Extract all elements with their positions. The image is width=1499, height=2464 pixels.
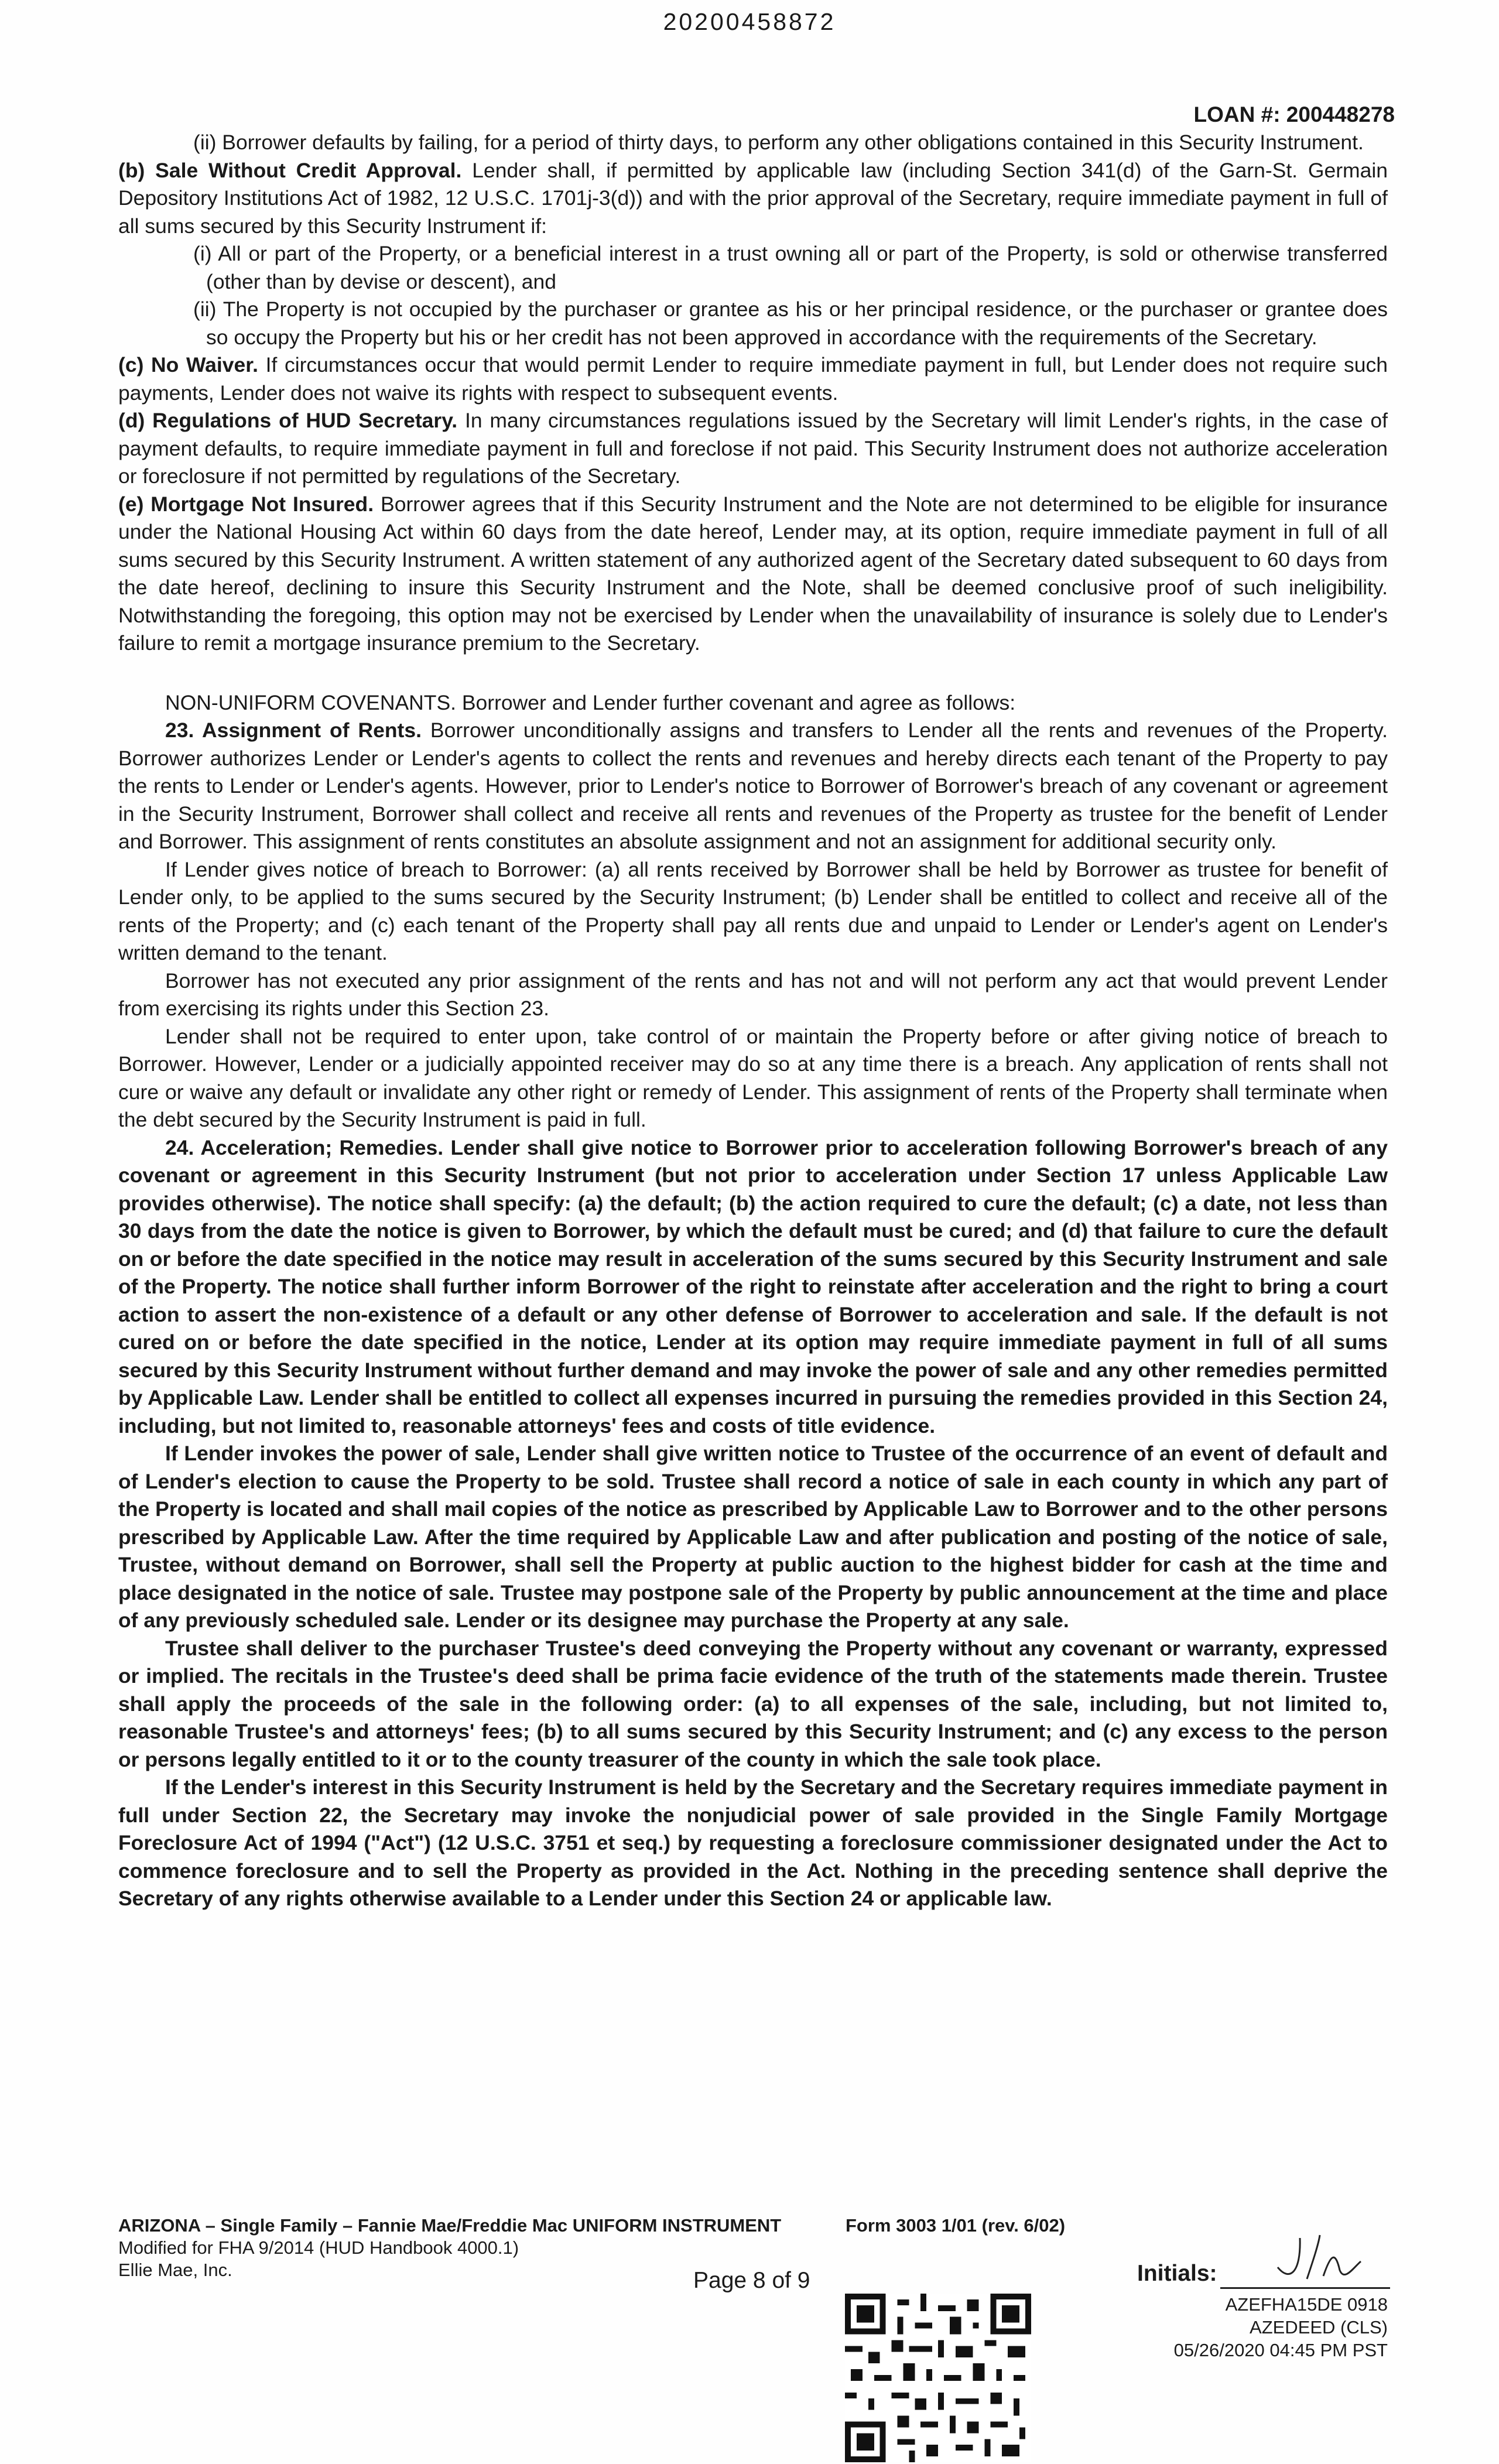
text-23: Borrower unconditionally assigns and transfers to Lender all the rents and revenues of the Property. Borrower authorizes Lender or Lender's agents to collect the rents and revenues and hereby directs each tenant of the Property to pay the rents to Lender or Lender's agents. However, prior to Lender's notice to Borrower of Borrower's breach of any covenant or agreement in the Security Instrument, Borrower shall collect and receive all rents and revenues of the Property as trustee for the benefit of Lender and Borrower. This assignment of rents constitutes an absolute assignment and not an assignment for additional security only. bbox=[118, 718, 1388, 853]
loan-number-header bbox=[1194, 102, 1395, 127]
paragraph-b-ii: (ii) The Property is not occupied by the purchaser or grantee as his or her principal residence, or the purchaser or grantee does so occupy the Property but his or her credit has not been approved in accordance with the requirements of the Secretary. bbox=[193, 297, 1388, 349]
loan-label: LOAN #: bbox=[1193, 102, 1281, 126]
paragraph-24-1: 24. Acceleration; Remedies. Lender shall give notice to Borrower prior to acceleration following Borrower's breach of any covenant or agreement in this Security Instrument (but not prior to acceleration under Section 17 unless Applicable Law provides otherwise). The notice shall specify: (a) the default; (b) the action required to cure the default; (c) a date, not less than 30 days from the date the notice is given to Borrower, by which the default must be cured; and (d) that failure to cure the default on or before the date specified in the notice may result in acceleration of the sums secured by this Security Instrument and sale of the Property. The notice shall further inform Borrower of the right to reinstate after acceleration and the right to bring a court action to assert the non-existence of a default or any other defense of Borrower to acceleration and sale. If the default is not cured on or before the date specified in the notice, Lender at its option may require immediate payment in full of all sums secured by this Security Instrument without further demand and may invoke the power of sale and any other remedies permitted by Applicable Law. Lender shall be entitled to collect all expenses incurred in pursuing the remedies provided in this Section 24, including, but not limited to, reasonable attorneys' fees and costs of title evidence. bbox=[118, 1135, 1388, 1438]
footer-left bbox=[118, 2215, 781, 2281]
page-number: Page 8 of 9 bbox=[693, 2268, 810, 2293]
non-uniform-covenants: NON-UNIFORM COVENANTS. Borrower and Lender further covenant and agree as follows: bbox=[165, 690, 1016, 714]
form-number: Form 3003 1/01 (rev. 6/02) bbox=[846, 2215, 1066, 2236]
document-body bbox=[118, 129, 1388, 1913]
paragraph-23 bbox=[118, 717, 1388, 856]
footer-line2: Modified for FHA 9/2014 (HUD Handbook 4000.1) bbox=[118, 2237, 519, 2258]
footer-line1 bbox=[118, 2215, 781, 2237]
page-footer bbox=[118, 2215, 1388, 2460]
heading-d: (d) Regulations of HUD Secretary. bbox=[118, 409, 458, 432]
paragraph-c bbox=[118, 351, 1388, 407]
heading-e: (e) Mortgage Not Insured. bbox=[118, 492, 374, 516]
text-d: In many circumstances regulations issued by the Secretary will limit Lender's rights, in the case of payment defaults, to require immediate payment in full and foreclose if not paid. This Security Instrument does not authorize acceleration or foreclosure if not permitted by regulations of the Secretary. bbox=[118, 409, 1388, 488]
heading-23: 23. Assignment of Rents. bbox=[165, 718, 422, 742]
paragraph-b bbox=[118, 157, 1388, 241]
code-1: AZEFHA15DE 0918 bbox=[1225, 2294, 1388, 2315]
paragraph-e bbox=[118, 491, 1388, 658]
recording-number: 20200458872 bbox=[663, 8, 836, 35]
footer-line3: Ellie Mae, Inc. bbox=[118, 2260, 232, 2280]
initials-signature bbox=[1266, 2226, 1365, 2291]
code-2: AZEDEED (CLS) bbox=[1250, 2317, 1388, 2338]
paragraph-b-i: (i) All or part of the Property, or a beneficial interest in a trust owning all or part of the Property, is sold or otherwise transferred (other than by devise or descent), and bbox=[193, 242, 1388, 293]
paragraph-23-4: Lender shall not be required to enter upon, take control of or maintain the Property before or after giving notice of breach to Borrower. However, Lender or a judicially appointed receiver may do so at any time there is a breach. Any application of rents shall not cure or waive any default or invalidate any other right or remedy of Lender. This assignment of rents of the Property shall terminate when the debt secured by the Security Instrument is paid in full. bbox=[118, 1024, 1388, 1131]
loan-number: 200448278 bbox=[1286, 102, 1395, 126]
text-e: Borrower agrees that if this Security Instrument and the Note are not determined to be eligible for insurance under the National Housing Act within 60 days from the date hereof, Lender may, at its option, require immediate payment in full of all sums secured by this Security Instrument. A written statement of any authorized agent of the Secretary dated subsequent to 60 days from the date hereof, declining to insure this Security Instrument and the Note, shall be deemed conclusive proof of such ineligibility. Notwithstanding the foregoing, this option may not be exercised by Lender when the unavailability of insurance is solely due to Lender's failure to remit a mortgage insurance premium to the Secretary. bbox=[118, 492, 1388, 655]
paragraph-d bbox=[118, 407, 1388, 491]
heading-c: (c) No Waiver. bbox=[118, 353, 258, 377]
text-b: Lender shall, if permitted by applicable law (including Section 341(d) of the Garn-St. Germain Depository Institutions Act of 1982, 12 U.S.C. 1701j-3(d)) and with the prior approval of the Secretary, require immediate payment in full of all sums secured by this Security Instrument if: bbox=[118, 158, 1388, 238]
heading-b: (b) Sale Without Credit Approval. bbox=[118, 158, 462, 182]
footer-state: ARIZONA bbox=[118, 2215, 201, 2236]
paragraph-a-ii: (ii) Borrower defaults by failing, for a period of thirty days, to perform any other obligations contained in this Security Instrument. bbox=[193, 131, 1364, 154]
text-c: If circumstances occur that would permit Lender to require immediate payment in full, but Lender does not require such payments, Lender does not waive its rights with respect to subsequent events. bbox=[118, 353, 1388, 405]
footer-instrument: – Single Family – Fannie Mae/Freddie Mac UNIFORM INSTRUMENT bbox=[200, 2215, 782, 2236]
timestamp: 05/26/2020 04:45 PM PST bbox=[1173, 2340, 1388, 2360]
paragraph-24-4: If the Lender's interest in this Security Instrument is held by the Secretary and the Secretary requires immediate payment in full under Section 22, the Secretary may invoke the nonjudicial power of sale provided in the Single Family Mortgage Foreclosure Act of 1994 ("Act") (12 U.S.C. 3751 et seq.) by requesting a foreclosure commissioner designated under the Act to commence foreclosure and to sell the Property as provided in the Act. Nothing in the preceding sentence shall deprive the Secretary of any rights otherwise available to a Lender under this Section 24 or applicable law. bbox=[118, 1775, 1388, 1910]
footer-codes bbox=[1174, 2293, 1388, 2362]
paragraph-23-3: Borrower has not executed any prior assignment of the rents and has not and will not perform any act that would prevent Lender from exercising its rights under this Section 23. bbox=[118, 969, 1388, 1020]
paragraph-24-3: Trustee shall deliver to the purchaser Trustee's deed conveying the Property without any covenant or warranty, expressed or implied. The recitals in the Trustee's deed shall be prima facie evidence of the truth of the statements made therein. Trustee shall apply the proceeds of the sale in the following order: (a) to all expenses of the sale, including, but not limited to, reasonable Trustee's and attorneys' fees; (b) to all sums secured by this Security Instrument; and (c) any excess to the person or persons legally entitled to it or to the county treasurer of the county in which the sale took place. bbox=[118, 1636, 1388, 1771]
paragraph-24-2: If Lender invokes the power of sale, Lender shall give written notice to Trustee of the occurrence of an event of default and of Lender's election to cause the Property to be sold. Trustee shall record a notice of sale in each county in which any part of the Property is located and shall mail copies of the notice as prescribed by Applicable Law to Borrower and to the other persons prescribed by Applicable Law. After the time required by Applicable Law and after publication and posting of the notice of sale, Trustee, without demand on Borrower, shall sell the Property at public auction to the highest bidder for cash at the time and place designated in the notice of sale. Trustee may postpone sale of the Property by public announcement at the time and place of any previously scheduled sale. Lender or its designee may purchase the Property at any sale. bbox=[118, 1442, 1388, 1632]
initials-label: Initials: bbox=[1137, 2261, 1217, 2286]
paragraph-23-2: If Lender gives notice of breach to Borrower: (a) all rents received by Borrower shall be held by Borrower as trustee for benefit of Lender only, to be applied to the sums secured by the Security Instrument; (b) Lender shall be entitled to collect and receive all of the rents of the Property; and (c) each tenant of the Property shall pay all rents due and unpaid to Lender or Lender's agent on Lender's written demand to the tenant. bbox=[118, 857, 1388, 964]
barcode-icon bbox=[844, 2294, 1032, 2462]
